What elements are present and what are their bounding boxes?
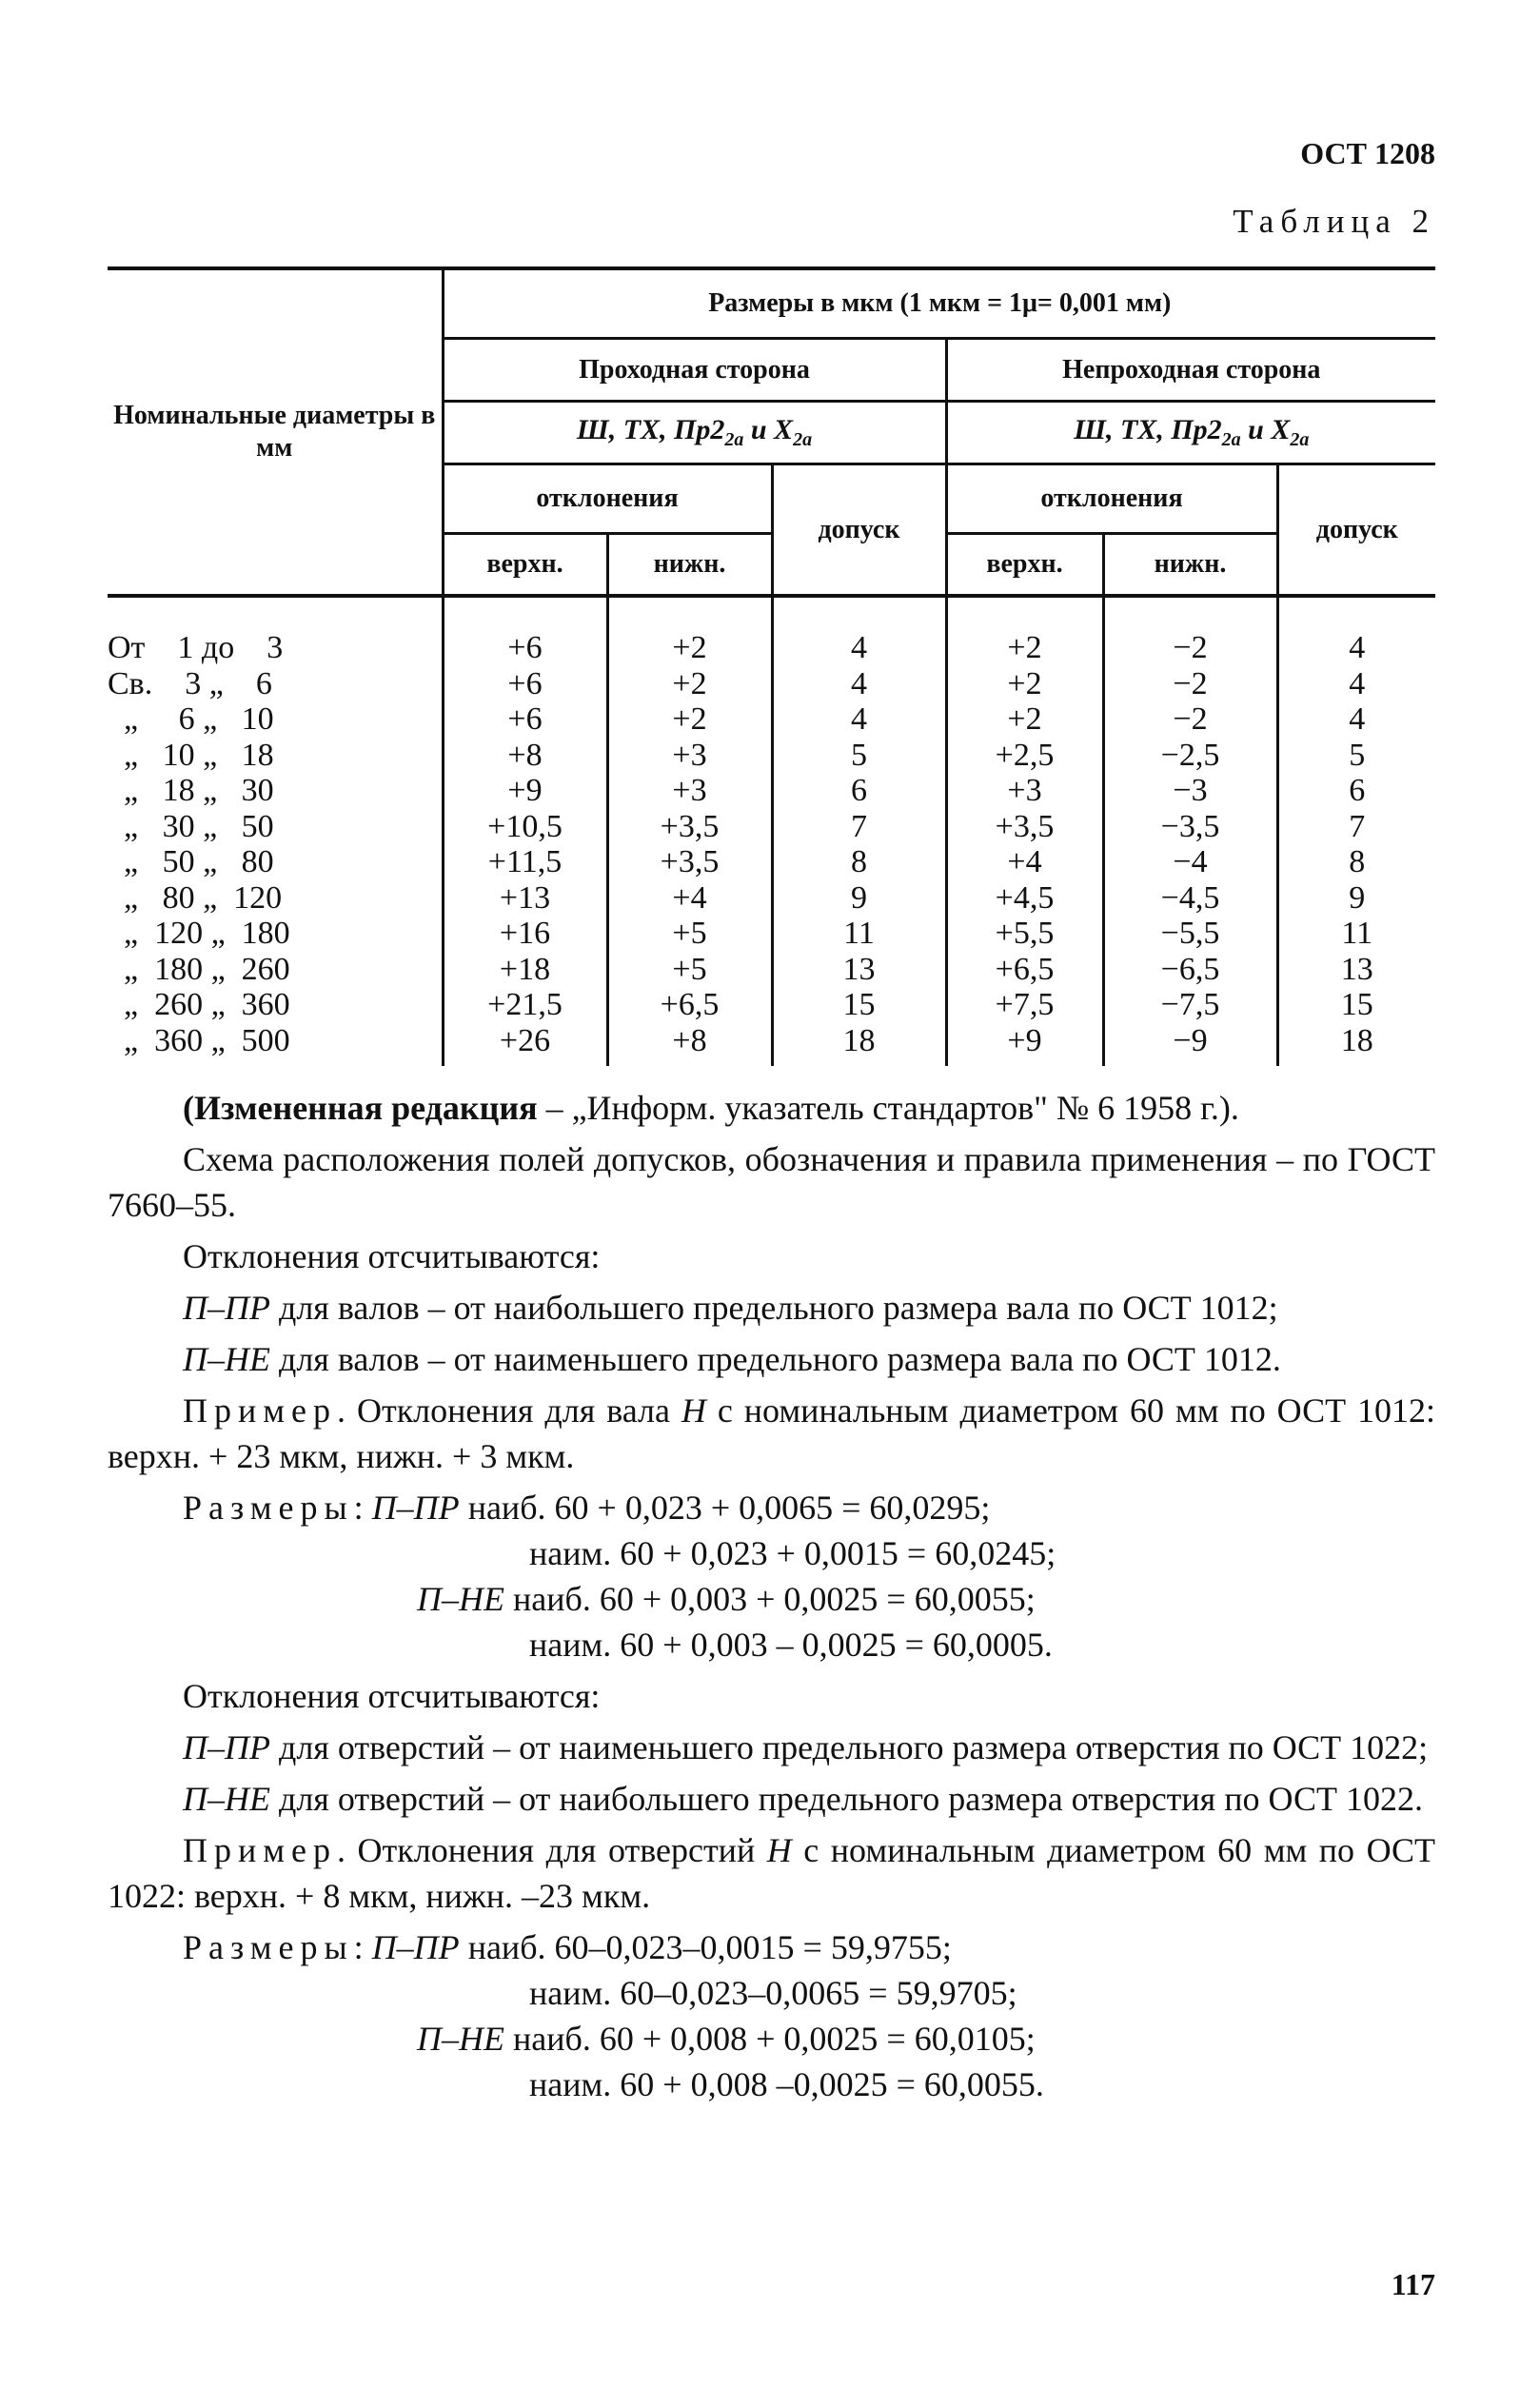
pass-tolerance-cell: 9 [772,880,946,917]
pass-tolerance-cell: 4 [772,701,946,738]
pass-tolerance-header: допуск [772,464,946,597]
pass-lower-cell: +6,5 [607,987,772,1023]
page-number: 117 [1391,2267,1435,2301]
calc-line-2: наим. 60 + 0,023 + 0,0015 = 60,0245; [529,1534,1056,1572]
nopass-tolerance-cell: 5 [1277,738,1435,774]
nopass-upper-cell: +4 [946,844,1103,880]
pass-lower-cell: +3 [607,738,772,774]
pass-lower-cell: +8 [607,1023,772,1067]
paragraph-example-1: Пример. Отклонения для вала Н с номинальным диаметром 60 мм по ОСТ 1012: верхн. + 23 мкм, нижн. + 3 мкм. [108,1391,1435,1475]
calc-line-5: Размеры: П–ПР наиб. 60–0,023–0,0015 = 59,9755; [183,1928,952,1966]
calc-line-3: П–НЕ наиб. 60 + 0,003 + 0,0025 = 60,0055; [417,1580,1036,1618]
paragraph-pr-shafts: П–ПР для валов – от наибольшего предельного размера вала по ОСТ 1012; [183,1289,1278,1327]
diameter-range-cell: „ 120 „ 180 [108,916,443,952]
nopass-lower-cell: −3,5 [1103,809,1277,845]
pass-side-header: Проходная сторона [443,339,946,402]
pass-upper-cell: +9 [443,773,607,809]
pass-tolerance-cell: 13 [772,952,946,988]
pass-deviations-header: отклонения [443,464,772,534]
nopass-lower-cell: −3 [1103,773,1277,809]
nopass-lower-cell: −4,5 [1103,880,1277,917]
pass-lower-cell: +2 [607,701,772,738]
table-row [108,630,1435,666]
nopass-fit-group: Ш, ТХ, $Пр2_{2а}$ и $Х_{2а}$ [946,402,1435,464]
nopass-lower-cell: −5,5 [1103,916,1277,952]
calc-line-4: наим. 60 + 0,003 – 0,0025 = 60,0005. [529,1626,1053,1664]
nopass-tolerance-cell: 18 [1277,1023,1435,1067]
body-text [108,1085,1435,2107]
pass-lower-cell: +3,5 [607,809,772,845]
pass-tolerance-cell: 11 [772,916,946,952]
pass-lower-cell: +5 [607,952,772,988]
nopass-upper-cell: +3,5 [946,809,1103,845]
nopass-upper-cell: +2,5 [946,738,1103,774]
nopass-upper-cell: +6,5 [946,952,1103,988]
nopass-lower-cell: −2 [1103,666,1277,702]
nopass-tolerance-cell: 4 [1277,701,1435,738]
col-nominal-diameters: Номинальные диаметры в мм [108,268,443,596]
nopass-tolerance-cell: 11 [1277,916,1435,952]
pass-lower-cell: +3,5 [607,844,772,880]
pass-tolerance-cell: 4 [772,630,946,666]
pass-tolerance-cell: 8 [772,844,946,880]
nopass-tolerance-cell: 7 [1277,809,1435,845]
nopass-upper-cell: +3 [946,773,1103,809]
standard-number: ОСТ 1208 [1300,136,1435,170]
pass-tolerance-cell: 15 [772,987,946,1023]
pass-tolerance-cell: 5 [772,738,946,774]
paragraph-ne-shafts: П–НЕ для валов – от наименьшего предельного размера вала по ОСТ 1012. [183,1340,1281,1378]
pass-upper-cell: +13 [443,880,607,917]
table-row [108,701,1435,738]
nopass-tolerance-cell: 13 [1277,952,1435,988]
nopass-lower-header: нижн. [1103,534,1277,597]
nopass-lower-cell: −2,5 [1103,738,1277,774]
pass-lower-header: нижн. [607,534,772,597]
nopass-upper-cell: +2 [946,701,1103,738]
paragraph-deviations-1: Отклонения отсчитываются: [183,1237,601,1275]
paragraph-example-2: Пример. Отклонения для отверстий Н с номинальным диаметром 60 мм по ОСТ 1022: верхн. + 8 мкм, нижн. –23 мкм. [108,1831,1436,1915]
table-row [108,844,1435,880]
nopass-tolerance-header: допуск [1277,464,1435,597]
diameter-range-cell: „ 10 „ 18 [108,738,443,774]
pass-lower-cell: +2 [607,666,772,702]
pass-upper-cell: +18 [443,952,607,988]
paragraph-scheme: Схема расположения полей допусков, обозначения и правила применения – по ГОСТ 7660–55. [108,1140,1435,1224]
calc-line-6: наим. 60–0,023–0,0065 = 59,9705; [529,1974,1017,2012]
diameter-range-cell: „ 6 „ 10 [108,701,443,738]
nopass-tolerance-cell: 4 [1277,666,1435,702]
table-label: Таблица 2 [1233,203,1435,240]
diameter-range-cell: „ 260 „ 360 [108,987,443,1023]
table-body [108,596,1435,1066]
table-row [108,773,1435,809]
pass-upper-header: верхн. [443,534,607,597]
pass-tolerance-cell: 4 [772,666,946,702]
nopass-lower-cell: −2 [1103,630,1277,666]
table-row [108,809,1435,845]
paragraph-pr-holes: П–ПР для отверстий – от наименьшего предельного размера отверстия по ОСТ 1022; [183,1728,1429,1766]
nopass-lower-cell: −9 [1103,1023,1277,1067]
pass-fit-group: Ш, ТХ, $Пр2_{2а}$ и $Х_{2а}$ [443,402,946,464]
table-row [108,880,1435,917]
pass-upper-cell: +21,5 [443,987,607,1023]
pass-lower-cell: +4 [607,880,772,917]
calc-line-1: Размеры: П–ПР наиб. 60 + 0,023 + 0,0065 = 60,0295; [183,1489,991,1527]
calc-line-8: наим. 60 + 0,008 –0,0025 = 60,0055. [529,2065,1044,2103]
pass-tolerance-cell: 6 [772,773,946,809]
nopass-upper-cell: +2 [946,666,1103,702]
nopass-lower-cell: −6,5 [1103,952,1277,988]
nopass-tolerance-cell: 15 [1277,987,1435,1023]
nopass-upper-cell: +9 [946,1023,1103,1067]
nopass-upper-cell: +7,5 [946,987,1103,1023]
paragraph-revision: (Измененная редакция – „Информ. указатель стандартов" № 6 1958 г.). [183,1089,1239,1127]
nopass-tolerance-cell: 9 [1277,880,1435,917]
pass-upper-cell: +8 [443,738,607,774]
nopass-tolerance-cell: 8 [1277,844,1435,880]
table-row [108,987,1435,1023]
nopass-upper-cell: +4,5 [946,880,1103,917]
units-header: Размеры в мкм (1 мкм = 1μ= 0,001 мм) [443,268,1435,339]
pass-lower-cell: +5 [607,916,772,952]
table-row [108,738,1435,774]
pass-lower-cell: +3 [607,773,772,809]
calc-line-7: П–НЕ наиб. 60 + 0,008 + 0,0025 = 60,0105; [417,2020,1036,2058]
nopass-upper-cell: +5,5 [946,916,1103,952]
nopass-upper-header: верхн. [946,534,1103,597]
nopass-lower-cell: −2 [1103,701,1277,738]
diameter-range-cell: Св. 3 „ 6 [108,666,443,702]
diameter-range-cell: „ 80 „ 120 [108,880,443,917]
pass-tolerance-cell: 18 [772,1023,946,1067]
nopass-tolerance-cell: 4 [1277,630,1435,666]
diameter-range-cell: „ 30 „ 50 [108,809,443,845]
diameter-range-cell: „ 360 „ 500 [108,1023,443,1067]
paragraph-deviations-2: Отклонения отсчитываются: [183,1677,601,1715]
nopass-tolerance-cell: 6 [1277,773,1435,809]
nopass-upper-cell: +2 [946,630,1103,666]
tolerance-table [108,266,1435,1066]
pass-upper-cell: +16 [443,916,607,952]
diameter-range-cell: „ 180 „ 260 [108,952,443,988]
pass-upper-cell: +11,5 [443,844,607,880]
table-row [108,916,1435,952]
pass-upper-cell: +26 [443,1023,607,1067]
nopass-lower-cell: −4 [1103,844,1277,880]
paragraph-ne-holes: П–НЕ для отверстий – от наибольшего предельного размера отверстия по ОСТ 1022. [183,1780,1423,1818]
table-row [108,666,1435,702]
diameter-range-cell: „ 50 „ 80 [108,844,443,880]
pass-upper-cell: +6 [443,666,607,702]
nopass-side-header: Непроходная сторона [946,339,1435,402]
pass-tolerance-cell: 7 [772,809,946,845]
diameter-range-cell: „ 18 „ 30 [108,773,443,809]
pass-lower-cell: +2 [607,630,772,666]
pass-upper-cell: +6 [443,701,607,738]
pass-upper-cell: +6 [443,630,607,666]
table-row [108,1023,1435,1067]
nopass-deviations-header: отклонения [946,464,1277,534]
table-row [108,952,1435,988]
nopass-lower-cell: −7,5 [1103,987,1277,1023]
diameter-range-cell: От 1 до 3 [108,630,443,666]
pass-upper-cell: +10,5 [443,809,607,845]
